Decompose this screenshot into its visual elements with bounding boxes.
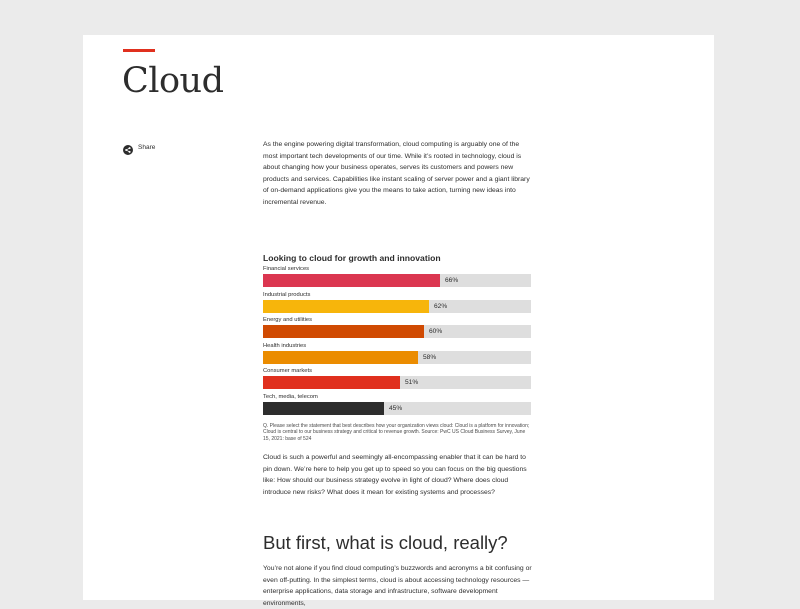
bar-value-label: 51% <box>405 379 419 387</box>
share-icon[interactable] <box>123 142 133 152</box>
bar-row <box>263 393 533 419</box>
bar-row <box>263 291 533 317</box>
page-title: Cloud <box>122 61 224 101</box>
article-content <box>263 139 533 607</box>
bar-track <box>263 300 531 313</box>
bar-value-label: 62% <box>434 302 448 310</box>
chart-title: Looking to cloud for growth and innovation <box>263 253 441 263</box>
bar-fill <box>263 402 384 415</box>
bar-track <box>263 274 531 287</box>
bar-category-label: Tech, media, telecom <box>263 393 318 400</box>
bar-value-label: 60% <box>429 328 443 336</box>
bar-fill <box>263 376 400 389</box>
bar-category-label: Health industries <box>263 342 307 349</box>
article-page <box>83 35 714 607</box>
share-label[interactable]: Share <box>138 143 156 151</box>
bar-chart <box>263 253 533 442</box>
bar-track <box>263 402 531 415</box>
bar-track <box>263 325 531 338</box>
bar-value-label: 58% <box>423 353 437 361</box>
bar-value-label: 45% <box>389 404 403 412</box>
bar-row <box>263 265 533 291</box>
bar-fill <box>263 351 418 364</box>
bar-value-label: 66% <box>445 277 459 284</box>
section-heading: But first, what is cloud, really? <box>263 532 508 553</box>
bar-track <box>263 351 531 364</box>
chart-note: Q. Please select the statement that best describes how your organization views cloud: Cloud is a platform for innovation; Cloud is central to our business strategy and critical to revenue growth. Source: PwC US Cloud Business Survey, June 15, 2021: base of 524 <box>263 422 530 442</box>
intro-paragraph: As the engine powering digital transformation, cloud computing is arguably one of the most important tech developments of our time. While it’s rooted in technology, cloud is about changing how your business operates, serves its customers and powers new products and services. Capabilities like instant scaling of server power and a giant library of on-demand applications give you the means to take action, turning new ideas into incremental revenue. <box>263 141 530 206</box>
bar-row <box>263 342 533 368</box>
bar-row <box>263 316 533 342</box>
third-paragraph: You’re not alone if you find cloud computing’s buzzwords and acronyms a bit confusing or even off-putting. In the simplest terms, cloud is about accessing technology resources — enterprise applications, data storage and infrastructure, software development environments, <box>263 565 532 607</box>
bar-track <box>263 376 531 389</box>
chart-bars <box>263 265 533 419</box>
bar-row <box>263 367 533 393</box>
bar-fill <box>263 274 440 287</box>
bar-category-label: Financial services <box>263 266 310 272</box>
title-accent-rule <box>123 49 155 52</box>
bar-category-label: Energy and utilities <box>263 317 312 324</box>
second-paragraph: Cloud is such a powerful and seemingly all-encompassing enabler that it can be hard to pin down. We’re here to help you get up to speed so you can focus on the big questions like: How should our business strategy evolve in light of cloud? Where does cloud introduce new risks? What does it mean for existing systems and processes? <box>263 454 527 496</box>
bar-category-label: Consumer markets <box>263 368 312 375</box>
bar-fill <box>263 325 424 338</box>
bar-category-label: Industrial products <box>263 291 311 298</box>
share-button[interactable] <box>123 142 155 152</box>
bar-fill <box>263 300 429 313</box>
